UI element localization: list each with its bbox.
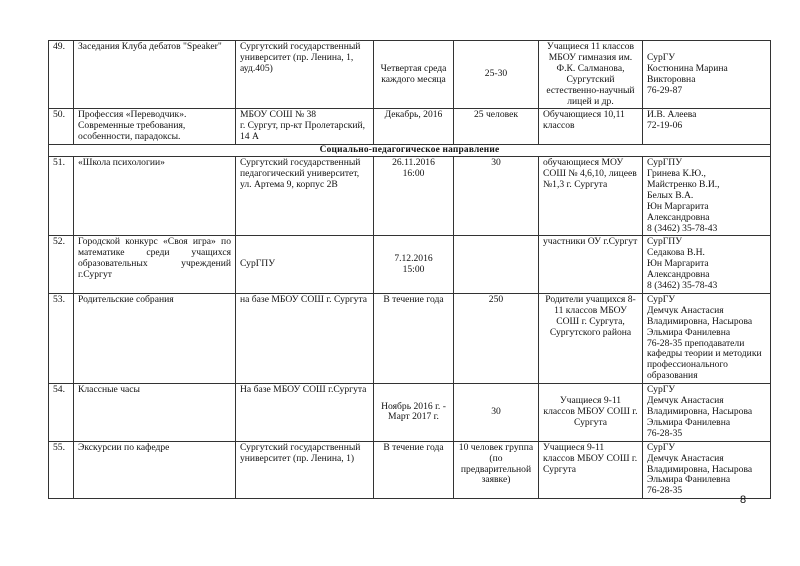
event-place: Сургутский государственный университет (пр. Ленина, 1, ауд.405) (236, 41, 374, 109)
events-table (48, 40, 771, 499)
table-row (49, 157, 771, 236)
event-date: 7.12.2016 15:00 (374, 236, 454, 294)
contact: СурГУ Демчук Анастасия Владимировна, Насырова Эльмира Фанилевна 76-28-35 преподаватели кафедры теории и методики профессионального образования (643, 293, 771, 383)
contact: СурГУ Демчук Анастасия Владимировна, Насырова Эльмира Фанилевна 76-28-35 (643, 384, 771, 442)
audience: Обучающиеся 10,11 классов (539, 109, 643, 145)
contact: СурГПУ Седакова В.Н. Юн Маргарита Александровна 8 (3462) 35-78-43 (643, 236, 771, 294)
audience: обучающиеся МОУ СОШ № 4,6,10, лицеев №1,3 г. Сургута (539, 157, 643, 236)
event-place: На базе МБОУ СОШ г.Сургута (236, 384, 374, 442)
event-date: Декабрь, 2016 (374, 109, 454, 145)
row-number: 50. (49, 109, 74, 145)
row-number: 55. (49, 441, 74, 499)
participant-count: 10 человек группа (по предварительной заявке) (454, 441, 539, 499)
audience: Учащиеся 9-11 классов МБОУ СОШ г. Сургута (539, 384, 643, 442)
section-header-row (49, 145, 771, 157)
audience: участники ОУ г.Сургут (539, 236, 643, 294)
event-place: СурГПУ (236, 236, 374, 294)
table-row (49, 41, 771, 109)
participant-count: 25-30 (454, 41, 539, 109)
event-name: Городской конкурс «Своя игра» по математике среди учащихся образовательных учреждений г.Сургут (74, 236, 236, 294)
event-date: В течение года (374, 293, 454, 383)
row-number: 53. (49, 293, 74, 383)
participant-count: 30 (454, 384, 539, 442)
participant-count (454, 236, 539, 294)
event-date: Ноябрь 2016 г. - Март 2017 г. (374, 384, 454, 442)
row-number: 54. (49, 384, 74, 442)
event-place: Сургутский государственный университет (пр. Ленина, 1) (236, 441, 374, 499)
table-row (49, 441, 771, 499)
contact: СурГУ Костюнина Марина Викторовна 76-29-87 (643, 41, 771, 109)
contact: СурГПУ Гриневa К.Ю., Майстренко В.И., Белых В.А. Юн Маргарита Александровна 8 (3462) 35-78-43 (643, 157, 771, 236)
participant-count: 250 (454, 293, 539, 383)
participant-count: 25 человек (454, 109, 539, 145)
event-name: Родительские собрания (74, 293, 236, 383)
contact: СурГУ Демчук Анастасия Владимировна, Насырова Эльмира Фанилевна 76-28-35 (643, 441, 771, 499)
audience: Родители учащихся 8-11 классов МБОУ СОШ г. Сургута, Сургутского района (539, 293, 643, 383)
event-name: Заседания Клуба дебатов "Speaker" (74, 41, 236, 109)
table-row (49, 109, 771, 145)
table-row (49, 384, 771, 442)
row-number: 52. (49, 236, 74, 294)
row-number: 49. (49, 41, 74, 109)
event-name: Профессия «Переводчик». Современные требования, особенности, парадоксы. (74, 109, 236, 145)
table-row (49, 293, 771, 383)
event-place: на базе МБОУ СОШ г. Сургута (236, 293, 374, 383)
audience: Учащиеся 11 классов МБОУ гимназия им. Ф.К. Салманова, Сургутский естественно-научный лицей и др. (539, 41, 643, 109)
participant-count: 30 (454, 157, 539, 236)
event-name: Классные часы (74, 384, 236, 442)
page-number: 8 (740, 494, 747, 506)
event-date: 26.11.2016 16:00 (374, 157, 454, 236)
event-name: Экскурсии по кафедре (74, 441, 236, 499)
event-date: Четвертая среда каждого месяца (374, 41, 454, 109)
event-place: МБОУ СОШ № 38 г. Сургут, пр-кт Пролетарский, 14 А (236, 109, 374, 145)
table-row (49, 236, 771, 294)
row-number: 51. (49, 157, 74, 236)
audience: Учащиеся 9-11 классов МБОУ СОШ г. Сургута (539, 441, 643, 499)
section-title: Социально-педагогическое направление (49, 145, 771, 157)
event-date: В течение года (374, 441, 454, 499)
contact: И.В. Алеева 72-19-06 (643, 109, 771, 145)
event-name: «Школа психологии» (74, 157, 236, 236)
event-place: Сургутский государственный педагогический университет, ул. Артема 9, корпус 2В (236, 157, 374, 236)
